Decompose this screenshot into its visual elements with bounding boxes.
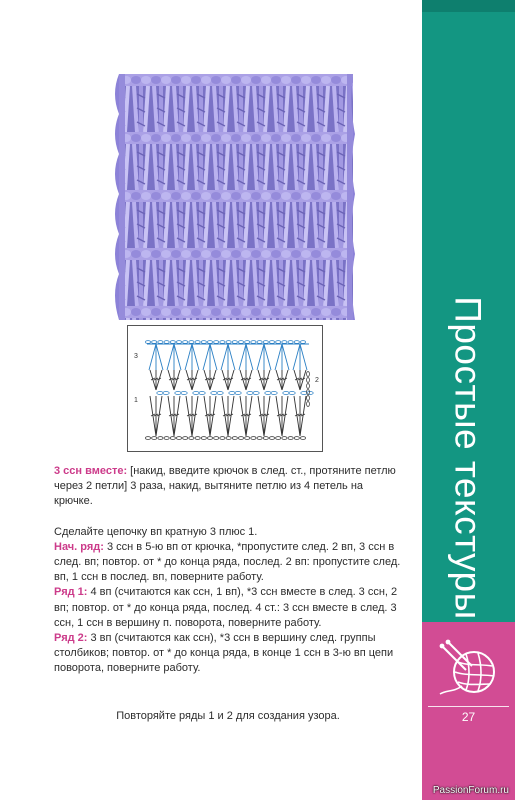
chain-stitch-mark [251, 437, 256, 440]
chain-paragraph: Сделайте цепочку вп кратную 3 плюс 1. [54, 525, 258, 538]
double-crochet-mark [222, 370, 228, 390]
double-crochet-mark [264, 396, 270, 436]
chain-stitch-mark [238, 437, 243, 440]
chain-stitch-mark [238, 341, 243, 344]
cluster-leg-mark [156, 344, 163, 370]
chain-stitch-mark [189, 341, 194, 344]
chain-stitch-mark [245, 341, 250, 344]
chain-stitch-mark [283, 392, 289, 395]
diagram-chart [128, 326, 324, 453]
chain-stitch-mark [229, 392, 235, 395]
turning-chain-mark [307, 384, 310, 389]
double-crochet-mark [210, 396, 216, 436]
double-crochet-mark [156, 396, 162, 436]
chain-stitch-mark [158, 437, 163, 440]
repeat-instruction: Повторяйте ряды 1 и 2 для создания узора. [116, 710, 340, 722]
chain-stitch-mark [301, 392, 307, 395]
chain-stitch-mark [214, 341, 219, 344]
chain-stitch-mark [176, 341, 181, 344]
cluster-leg-mark [185, 344, 192, 370]
row2-paragraph [54, 631, 402, 677]
cluster-leg-mark [174, 344, 181, 370]
double-crochet-mark [156, 370, 162, 390]
chain-stitch-mark [282, 437, 287, 440]
double-crochet-mark [282, 370, 288, 390]
crochet-swatch-photo [111, 74, 357, 320]
cluster-leg-mark [167, 344, 174, 370]
chain-stitch-mark [164, 437, 169, 440]
chain-stitch-mark [220, 341, 225, 344]
double-crochet-mark [276, 396, 282, 436]
turning-chain-mark [307, 402, 310, 407]
cluster-leg-mark [275, 344, 282, 370]
turning-chain-mark [307, 378, 310, 383]
cluster-leg-mark [228, 344, 235, 370]
cluster-leg-mark [221, 344, 228, 370]
chain-stitch-mark [276, 437, 281, 440]
chain-stitch-mark [164, 341, 169, 344]
chain-stitch-mark [232, 341, 237, 344]
chain-stitch-mark [158, 341, 163, 344]
row1-definition: 4 вп (считаются как ссн, 1 вп), *3 ссн вместе в след. 3 ссн, 2 вп; повтор. от * до конца ряда, послед. 4 ст.: 3 ссн вместе в след. 3 ссн, 1 ссн в вершину п. поворота, поверните работу. [54, 586, 398, 629]
chain-stitch-mark [199, 392, 205, 395]
chain-stitch-mark [195, 437, 200, 440]
chain-stitch-mark [183, 341, 188, 344]
double-crochet-mark [300, 370, 306, 390]
chain-stitch-mark [217, 392, 223, 395]
chain-stitch-mark [288, 341, 293, 344]
chain-stitch-mark [253, 392, 259, 395]
chain-stitch-mark [251, 341, 256, 344]
cluster-leg-mark [149, 344, 156, 370]
double-crochet-mark [258, 396, 264, 436]
double-crochet-mark [294, 370, 300, 390]
double-crochet-mark [294, 396, 300, 436]
chain-stitch-mark [247, 392, 253, 395]
band-divider [428, 706, 509, 707]
cluster-leg-mark [282, 344, 289, 370]
double-crochet-mark [168, 370, 174, 390]
chain-stitch-mark [294, 341, 299, 344]
band-teal-top [422, 0, 515, 12]
chain-stitch-mark [175, 392, 181, 395]
chain-stitch-mark [201, 437, 206, 440]
chain-stitch-mark [232, 437, 237, 440]
chain-stitch-mark [282, 341, 287, 344]
watermark: PassionForum.ru [432, 785, 509, 796]
chain-stitch-mark [211, 392, 217, 395]
double-crochet-mark [240, 370, 246, 390]
row-label-2: 2 [315, 377, 319, 384]
cluster-leg-mark [293, 344, 300, 370]
cluster-leg-mark [264, 344, 271, 370]
double-crochet-mark [150, 370, 156, 390]
chain-stitch-mark [263, 437, 268, 440]
chain-stitch-mark [269, 341, 274, 344]
double-crochet-mark [192, 396, 198, 436]
chain-stitch-mark [181, 392, 187, 395]
chain-stitch-mark [269, 437, 274, 440]
chain-stitch-mark [257, 437, 262, 440]
double-crochet-mark [150, 396, 156, 436]
row2-term: Ряд 2: [54, 632, 88, 645]
start-row-definition: 3 ссн в 5-ю вп от крючка, *пропустите след. 2 вп, 3 ссн в след. вп; повтор. от * до конца ряда, послед. 2 вп: пропустите след. вп, 1 ссн в послед. вп, поверните работу. [54, 540, 401, 584]
double-crochet-mark [240, 396, 246, 436]
double-crochet-mark [276, 370, 282, 390]
chain-stitch-mark [271, 392, 277, 395]
double-crochet-mark [258, 370, 264, 390]
side-band [422, 0, 515, 800]
double-crochet-mark [168, 396, 174, 436]
double-crochet-mark [282, 396, 288, 436]
start-row-term: Нач. ряд: [54, 540, 104, 553]
row-label-1: 1 [134, 397, 138, 404]
chain-stitch-mark [289, 392, 295, 395]
section-title [428, 296, 508, 620]
row1-paragraph [54, 585, 402, 631]
double-crochet-mark [246, 370, 252, 390]
chain-stitch-mark [157, 392, 163, 395]
chain-stitch-mark [235, 392, 241, 395]
chain-stitch-mark [226, 437, 231, 440]
cluster-leg-mark [239, 344, 246, 370]
cl3-definition: [накид, введите крючок в след. ст., протяните петлю через 2 петли] 3 раза, накид, вытяните петлю из 4 петель на крючке. [54, 465, 396, 508]
chain-stitch-mark [207, 437, 212, 440]
turning-chain-mark [307, 372, 310, 377]
chain-stitch-mark [170, 341, 175, 344]
cluster-leg-mark [246, 344, 253, 370]
chain-stitch-mark [163, 392, 169, 395]
chain-stitch-mark [294, 437, 299, 440]
chain-stitch-mark [195, 341, 200, 344]
chain-stitch-mark [257, 341, 262, 344]
cluster-leg-mark [257, 344, 264, 370]
chain-stitch-mark [288, 437, 293, 440]
double-crochet-mark [300, 396, 306, 436]
double-crochet-mark [222, 396, 228, 436]
double-crochet-mark [192, 370, 198, 390]
turning-chain-mark [307, 396, 310, 401]
double-crochet-mark [264, 370, 270, 390]
double-crochet-mark [210, 370, 216, 390]
chain-stitch-mark [245, 437, 250, 440]
double-crochet-mark [228, 396, 234, 436]
double-crochet-mark [186, 396, 192, 436]
double-crochet-mark [174, 396, 180, 436]
chain-stitch-mark [183, 437, 188, 440]
chain-stitch-mark [300, 341, 305, 344]
chain-stitch-mark [263, 341, 268, 344]
chain-stitch-mark [176, 437, 181, 440]
instructions [54, 464, 402, 677]
chain-stitch-mark [170, 437, 175, 440]
chain-stitch-mark [152, 437, 157, 440]
cluster-leg-mark [300, 344, 307, 370]
chain-stitch-mark [276, 341, 281, 344]
chain-stitch-mark [265, 392, 271, 395]
chain-stitch-mark [220, 437, 225, 440]
chain-stitch-mark [207, 341, 212, 344]
chain-stitch-mark [145, 437, 150, 440]
chain-stitch-mark [214, 437, 219, 440]
stitch-diagram [127, 325, 323, 452]
double-crochet-mark [246, 396, 252, 436]
chain-stitch-mark [300, 437, 305, 440]
chain-stitch-mark [201, 341, 206, 344]
row-label-3: 3 [134, 353, 138, 360]
double-crochet-mark [204, 396, 210, 436]
row2-definition: 3 вп (считаются как ссн), *3 ссн в вершину след. группы столбиков; повтор. от * до конца ряда, в конце 1 ссн в 3-ю вп цепи поворота, поверните работу. [54, 632, 394, 675]
cluster-leg-mark [192, 344, 199, 370]
yarn-ball-icon [436, 636, 500, 700]
cl3-paragraph [54, 464, 402, 510]
chain-stitch-mark [189, 437, 194, 440]
chain-stitch-mark [193, 392, 199, 395]
cl3-term: 3 ссн вместе: [54, 465, 128, 477]
start-row-paragraph [54, 540, 402, 586]
double-crochet-mark [204, 370, 210, 390]
double-crochet-mark [186, 370, 192, 390]
section-title-text: Простые текстуры [448, 296, 490, 620]
row1-term: Ряд 1: [54, 586, 88, 599]
page-number: 27 [461, 710, 476, 724]
chain-stitch-mark [226, 341, 231, 344]
chain-stitch-mark [145, 341, 150, 344]
cluster-leg-mark [210, 344, 217, 370]
double-crochet-mark [174, 370, 180, 390]
cluster-leg-mark [203, 344, 210, 370]
chain-stitch-mark [152, 341, 157, 344]
double-crochet-mark [228, 370, 234, 390]
